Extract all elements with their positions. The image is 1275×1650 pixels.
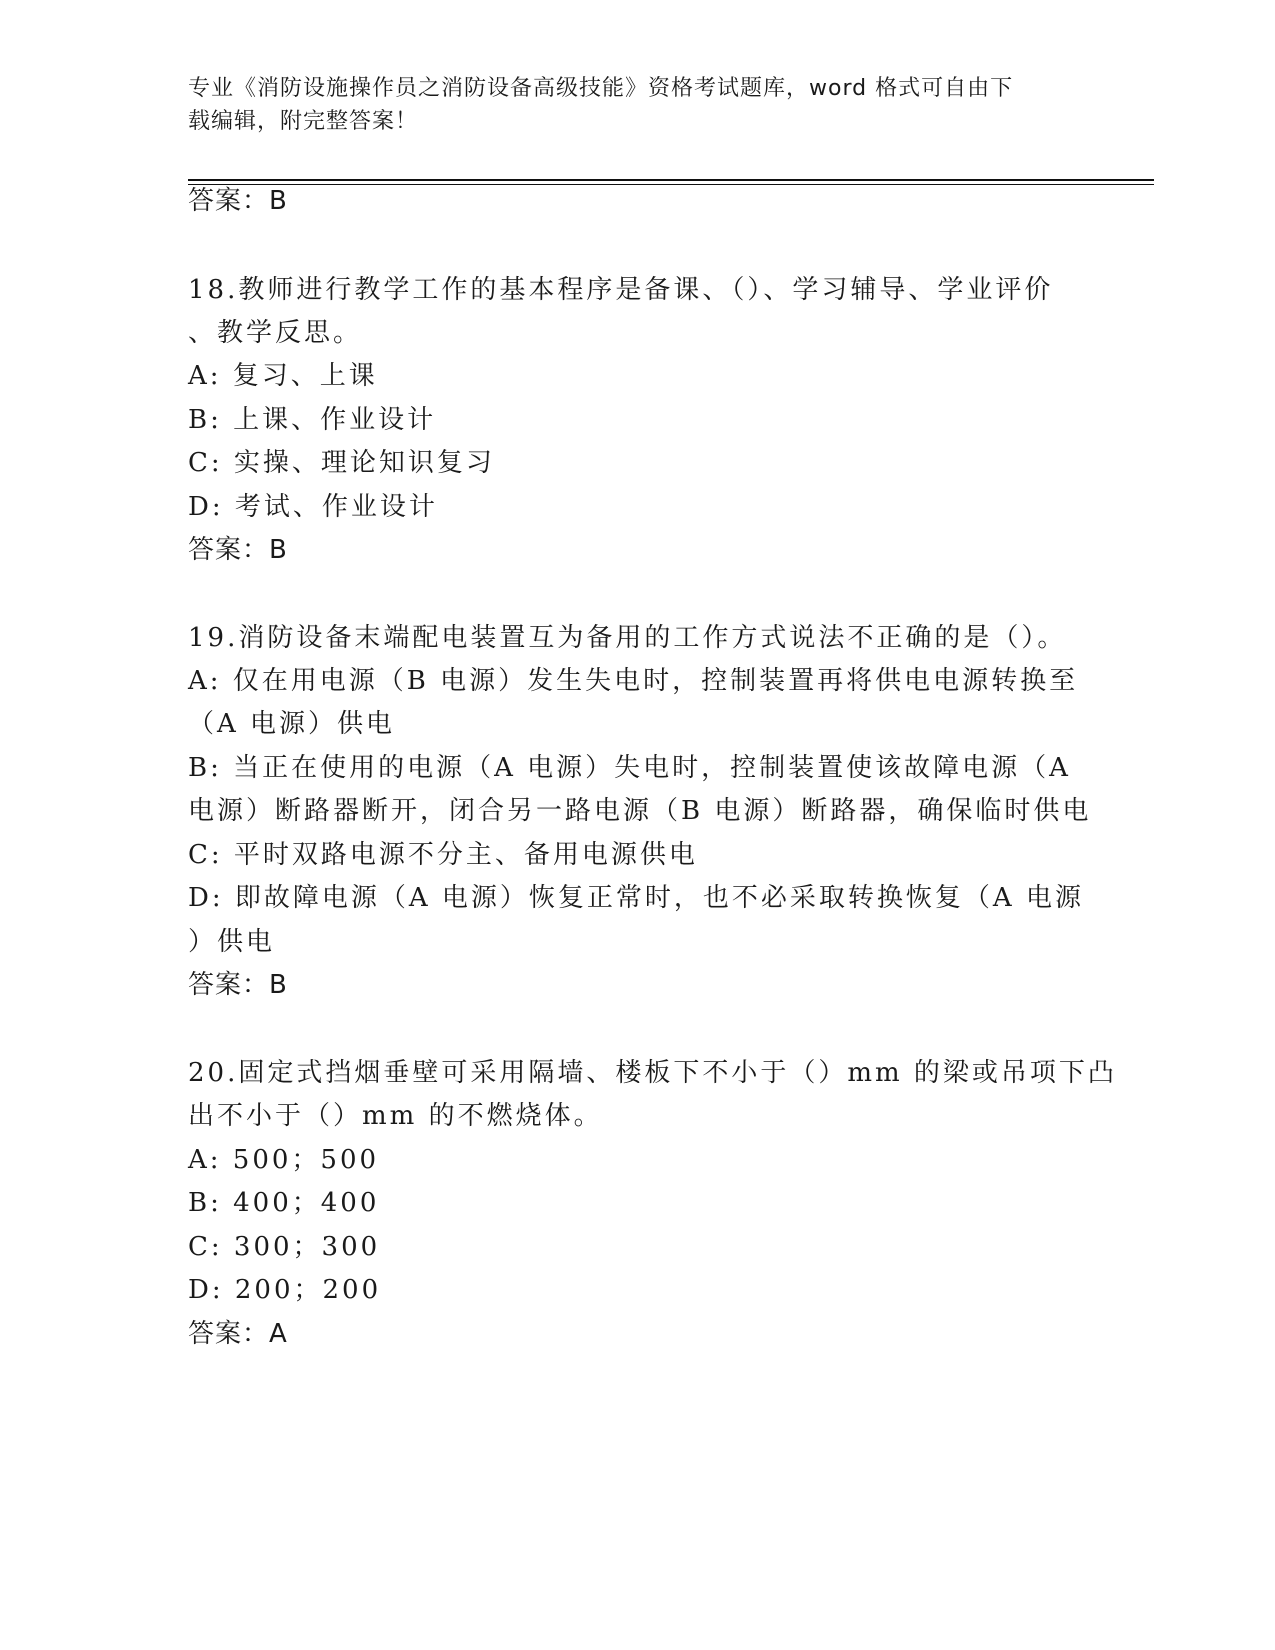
question-18-stem-line-1: 18.教师进行教学工作的基本程序是备课、（）、学习辅导、学业评价 — [188, 275, 1054, 305]
question-20-option-a: A: 500；500 — [188, 1145, 380, 1175]
question-19-option-d-line-1: D: 即故障电源（A 电源）恢复正常时，也不必采取转换恢复（A 电源 — [188, 883, 1084, 913]
document-header — [188, 72, 1068, 138]
question-19-option-b-line-2: 电源）断路器断开，闭合另一路电源（B 电源）断路器，确保临时供电 — [188, 796, 1092, 826]
question-19-option-a-line-2: （A 电源）供电 — [188, 709, 396, 739]
question-20-answer: 答案：A — [188, 1319, 288, 1349]
question-19-option-b-line-1: B: 当正在使用的电源（A 电源）失电时，控制装置使该故障电源（A — [188, 753, 1071, 783]
question-19-answer: 答案：B — [188, 970, 288, 1000]
question-20-option-b: B: 400；400 — [188, 1188, 380, 1218]
previous-answer: 答案：B — [188, 186, 288, 216]
question-18-stem-line-2: 、教学反思。 — [188, 318, 363, 348]
question-19-option-a-line-1: A: 仅在用电源（B 电源）发生失电时，控制装置再将供电电源转换至 — [188, 666, 1079, 696]
question-18-option-d: D: 考试、作业设计 — [188, 492, 438, 522]
question-20-option-d: D: 200；200 — [188, 1275, 382, 1305]
question-20-option-c: C: 300；300 — [188, 1232, 381, 1262]
question-19-option-d-line-2: ）供电 — [188, 927, 276, 957]
question-19-stem-line-1: 19.消防设备末端配电装置互为备用的工作方式说法不正确的是（）。 — [188, 623, 1067, 653]
header-divider-thin — [188, 184, 1154, 185]
question-18-option-c: C: 实操、理论知识复习 — [188, 448, 495, 478]
question-18-answer: 答案：B — [188, 535, 288, 565]
question-20-stem-line-1: 20.固定式挡烟垂壁可采用隔墙、楼板下不小于（）mm 的梁或吊项下凸 — [188, 1058, 1117, 1088]
header-line-2: 载编辑，附完整答案！ — [188, 109, 419, 134]
header-divider-thick — [188, 179, 1154, 181]
question-18-option-a: A: 复习、上课 — [188, 361, 378, 391]
question-18-option-b: B: 上课、作业设计 — [188, 405, 437, 435]
header-line-1: 专业《消防设施操作员之消防设备高级技能》资格考试题库，word 格式可自由下 — [188, 76, 1014, 101]
question-19-option-c: C: 平时双路电源不分主、备用电源供电 — [188, 840, 698, 870]
question-20-stem-line-2: 出不小于（）mm 的不燃烧体。 — [188, 1101, 603, 1131]
